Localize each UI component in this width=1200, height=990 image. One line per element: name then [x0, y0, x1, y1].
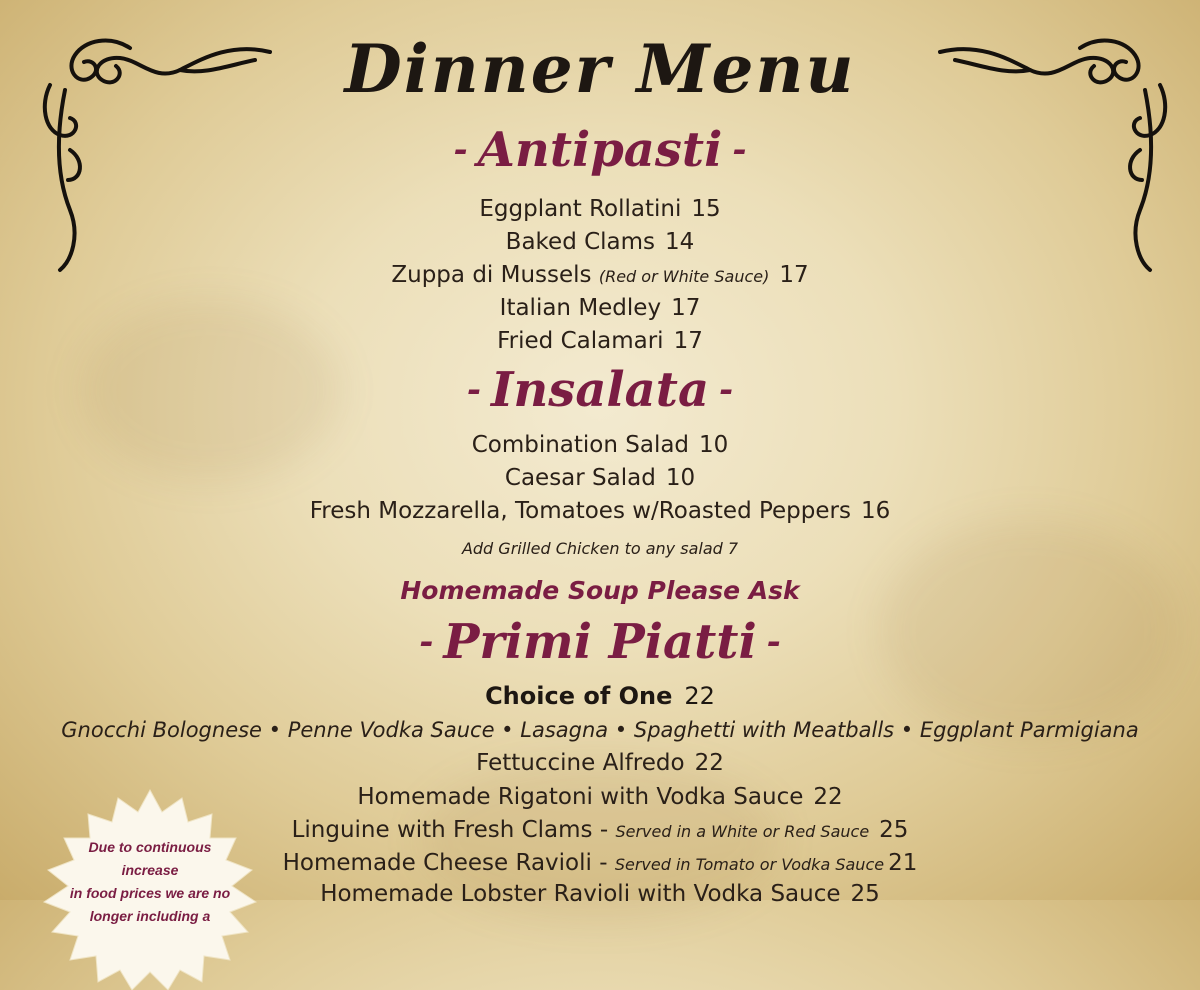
section-heading-insalata: - Insalata -	[466, 362, 734, 418]
menu-item: Linguine with Fresh Clams - Served in a White or Red Sauce 25	[291, 817, 909, 843]
menu-item: Homemade Lobster Ravioli with Vodka Sauce 25	[320, 881, 880, 907]
section-heading-primi-piatti: - Primi Piatti -	[419, 614, 781, 670]
choice-list: Gnocchi Bolognese • Penne Vodka Sauce • Lasagna • Spaghetti with Meatballs • Eggplant Parmigiana	[61, 718, 1139, 742]
menu-item: Fettuccine Alfredo 22	[476, 750, 724, 776]
menu-item: Italian Medley 17	[499, 295, 701, 321]
soup-note: Homemade Soup Please Ask	[400, 576, 800, 605]
notice-text: Due to continuous increase in food prices we are no longer including a	[69, 839, 231, 924]
menu-item: Homemade Cheese Ravioli - Served in Tomato or Vodka Sauce 21	[282, 850, 918, 876]
menu-item: Zuppa di Mussels (Red or White Sauce) 17	[391, 262, 809, 288]
menu-item: Baked Clams 14	[505, 229, 695, 255]
menu-item: Eggplant Rollatini 15	[479, 196, 721, 222]
menu-item: Caesar Salad 10	[504, 465, 696, 491]
menu-item: Homemade Rigatoni with Vodka Sauce 22	[357, 784, 843, 810]
salad-addon-note: Add Grilled Chicken to any salad 7	[461, 539, 739, 558]
menu-item: Fried Calamari 17	[497, 328, 703, 354]
menu-title: Dinner Menu	[344, 30, 856, 108]
choice-of-one: Choice of One 22	[485, 682, 715, 710]
section-heading-antipasti: - Antipasti -	[453, 122, 747, 178]
menu-item: Combination Salad 10	[471, 432, 729, 458]
menu-item: Fresh Mozzarella, Tomatoes w/Roasted Peppers 16	[309, 498, 891, 524]
